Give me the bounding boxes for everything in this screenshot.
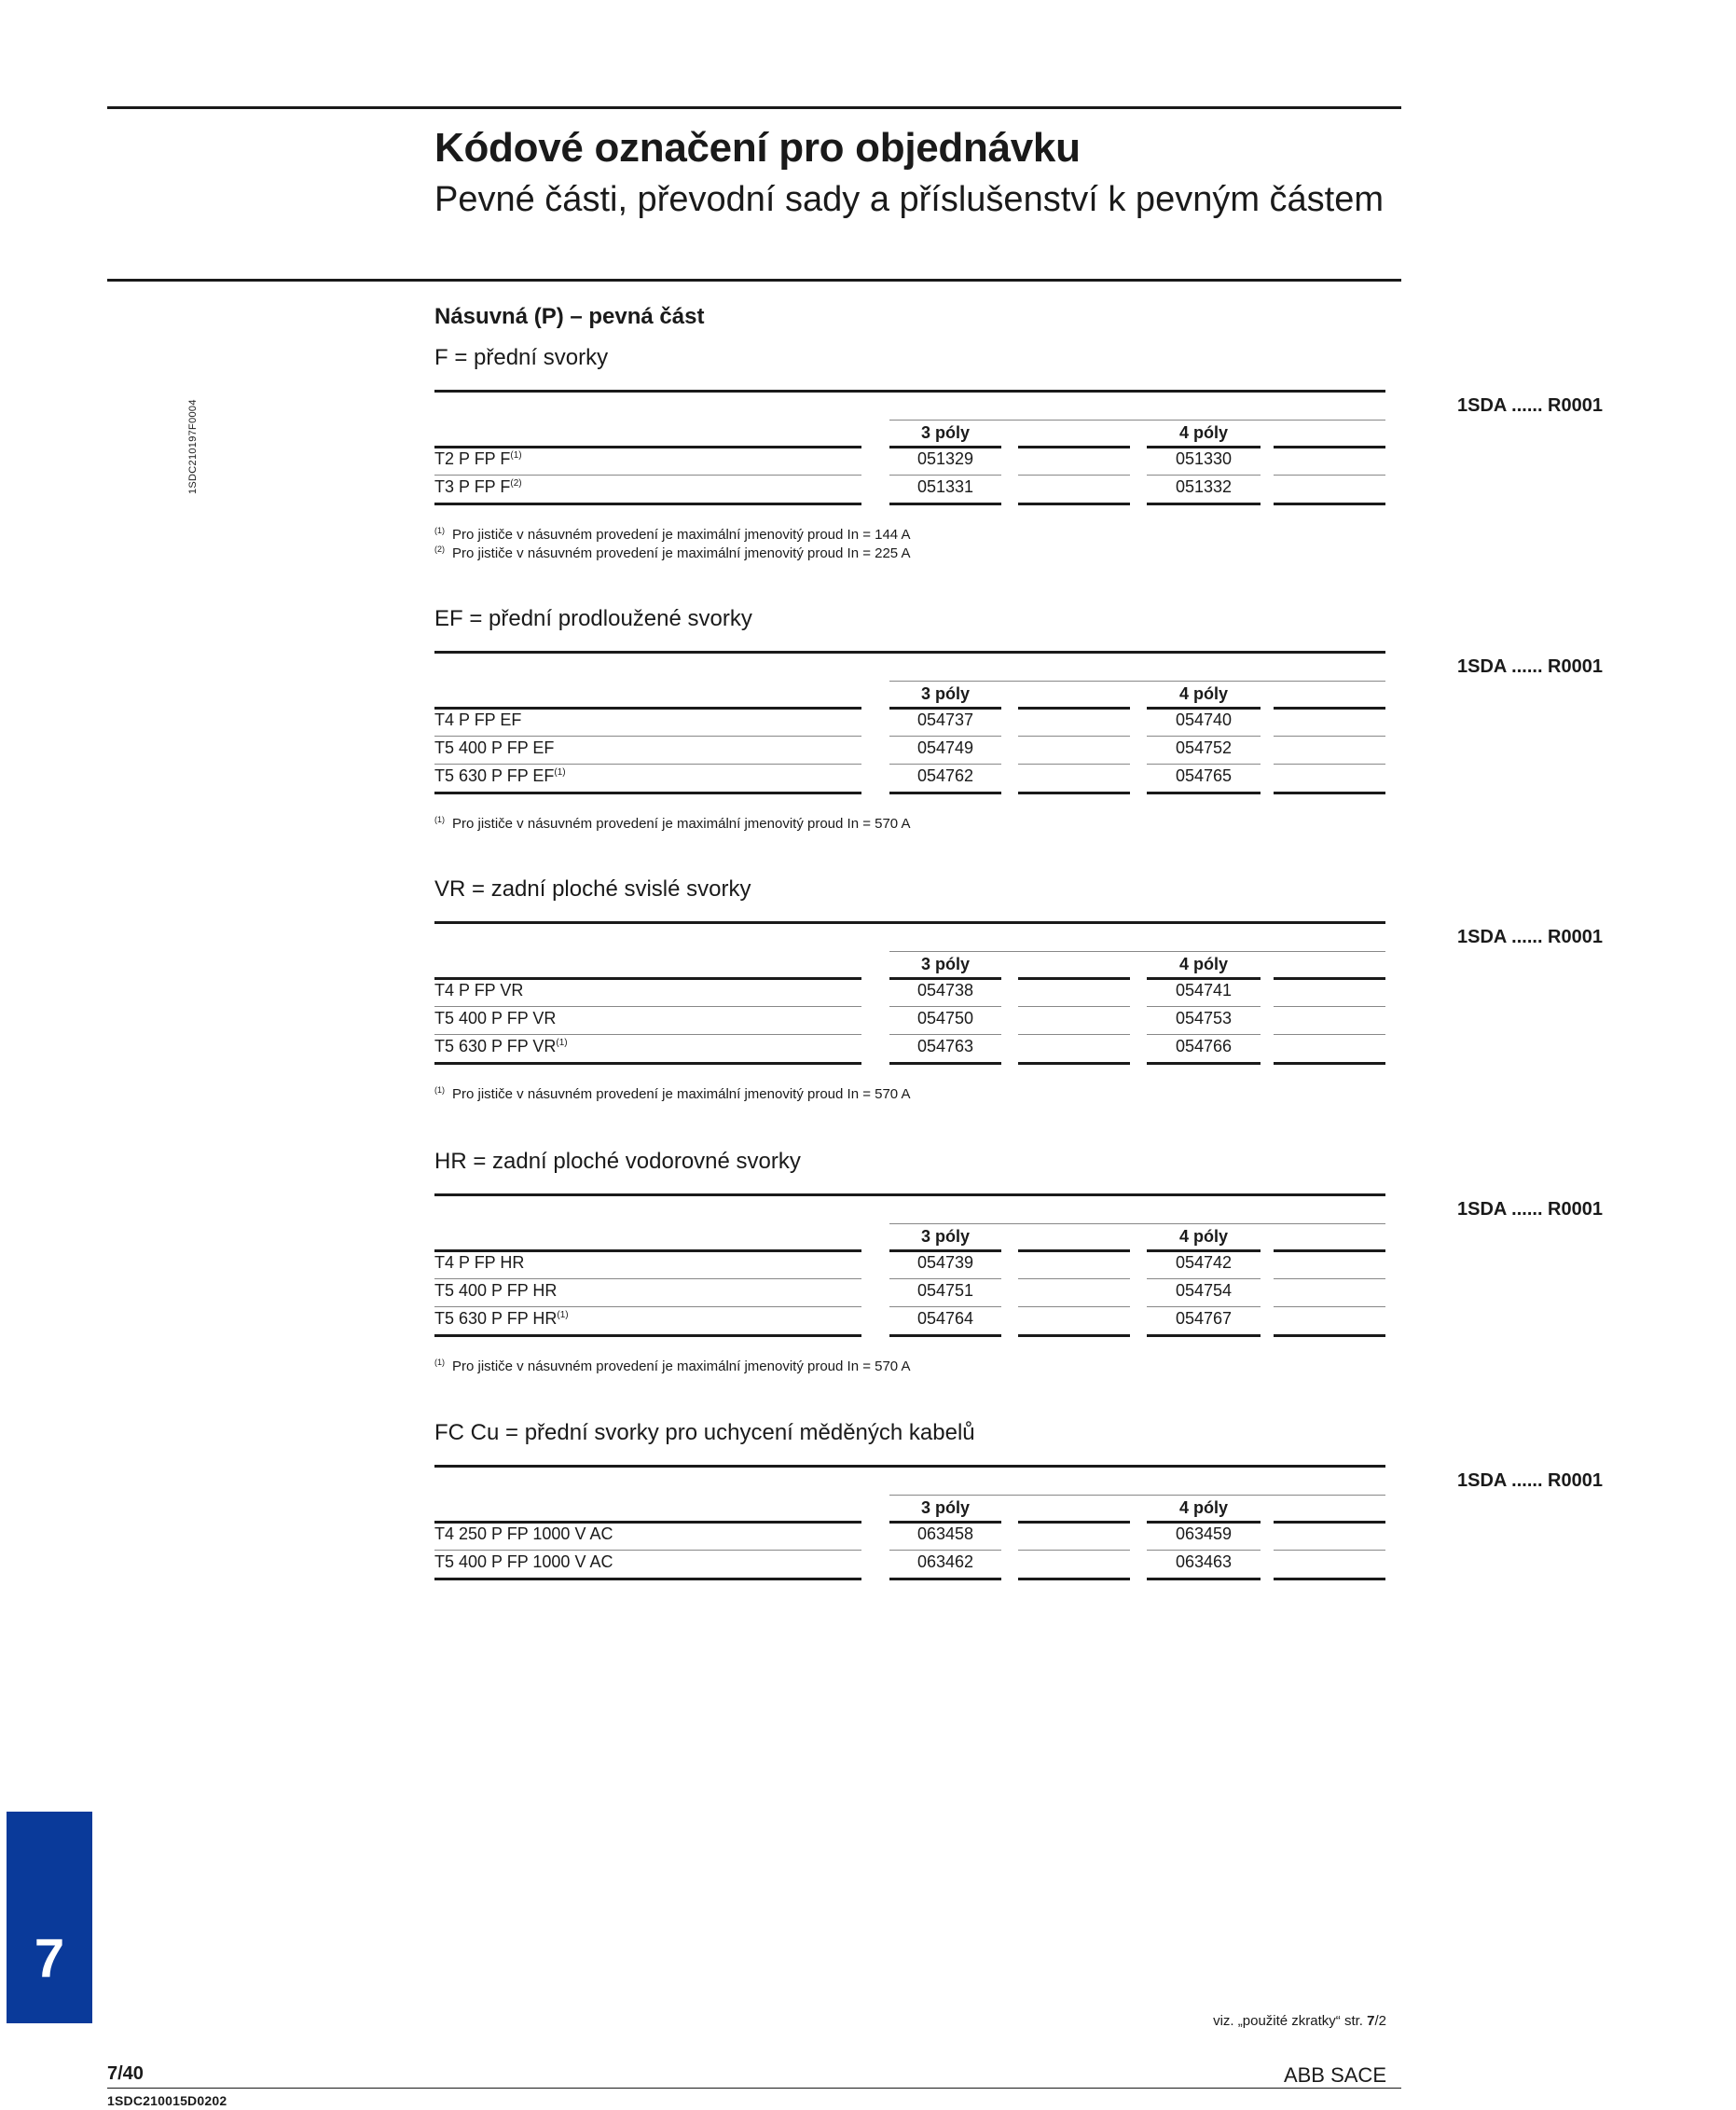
row-rule (1274, 475, 1385, 476)
code-header-rule (889, 1495, 1385, 1496)
row-rule (434, 1034, 861, 1035)
row-rule (434, 1006, 861, 1007)
footnote-marker: (1) (557, 1310, 569, 1320)
row-rule (1274, 1034, 1385, 1035)
header-rule-col (1274, 446, 1385, 448)
header-rule-col (1274, 1521, 1385, 1524)
side-figure-code: 1SDC210197F0004 (187, 399, 199, 494)
header-rule-col (1147, 707, 1261, 710)
code-header-rule (889, 1223, 1385, 1224)
row-label-text: T5 400 P FP HR (434, 1281, 558, 1300)
header-4-poles: 4 póly (1178, 1227, 1228, 1246)
code-3-poles: 063458 (916, 1524, 974, 1543)
code-3-poles: 051329 (916, 449, 974, 468)
row-rule (1274, 764, 1385, 765)
row-label (434, 1309, 569, 1329)
row-rule (1147, 1334, 1261, 1337)
header-3-poles: 3 póly (920, 423, 970, 442)
row-label (434, 1009, 556, 1028)
section-heading: Násuvná (P) – pevná část (434, 304, 705, 329)
code-4-poles: 054753 (1175, 1009, 1233, 1027)
abbreviations-reference-chapter: 7 (1367, 2013, 1375, 2029)
header-rule-col (1018, 1521, 1130, 1524)
row-label-text: T5 630 P FP HR (434, 1309, 558, 1328)
brand-name: ABB SACE (1283, 2063, 1386, 2087)
code-4-poles: 051330 (1175, 449, 1233, 468)
header-3-poles: 3 póly (920, 1498, 970, 1517)
header-rule-col (889, 977, 1001, 980)
row-label-text: T3 P FP F (434, 477, 511, 496)
row-label-text: T4 P FP VR (434, 981, 524, 1000)
row-rule (1147, 792, 1261, 794)
header-rule-col (1147, 1521, 1261, 1524)
row-rule (1018, 764, 1130, 765)
code-header-rule (889, 681, 1385, 682)
row-label-text: T5 400 P FP VR (434, 1009, 557, 1027)
row-rule (889, 1578, 1001, 1580)
footnote-marker: (1) (510, 450, 522, 461)
row-rule (1147, 1062, 1261, 1065)
code-4-poles: 054740 (1175, 710, 1233, 729)
table-top-rule (434, 921, 1385, 924)
code-4-poles: 063463 (1175, 1552, 1233, 1571)
block-title: EF = přední prodloužené svorky (434, 606, 752, 631)
row-rule (1018, 1034, 1130, 1035)
table-top-rule (434, 1465, 1385, 1468)
row-rule (1274, 1306, 1385, 1307)
header-bottom-rule (107, 279, 1401, 282)
row-rule (434, 1062, 861, 1065)
row-rule (1018, 1578, 1130, 1580)
table-top-rule (434, 651, 1385, 654)
header-4-poles: 4 póly (1178, 1498, 1228, 1517)
header-rule-label (434, 977, 861, 980)
row-rule (889, 1006, 1001, 1007)
footnote-mark: (1) (434, 815, 445, 824)
code-4-poles: 054742 (1175, 1253, 1233, 1272)
header-rule-label (434, 1249, 861, 1252)
table-top-rule (434, 390, 1385, 393)
row-rule (889, 764, 1001, 765)
row-rule (1018, 1334, 1130, 1337)
row-label-text: T5 630 P FP VR (434, 1037, 557, 1055)
header-rule-col (1147, 1249, 1261, 1252)
row-rule (434, 736, 861, 737)
footnote-mark: (2) (434, 545, 445, 554)
block-title: HR = zadní ploché vodorovné svorky (434, 1149, 801, 1174)
header-rule-col (1018, 1249, 1130, 1252)
row-rule (1147, 736, 1261, 737)
code-3-poles: 051331 (916, 477, 974, 496)
footnote (434, 526, 911, 543)
row-label (434, 981, 523, 1000)
footnote-text: Pro jističe v násuvném provedení je maximální jmenovitý proud In = 570 A (452, 816, 911, 832)
footer-rule (107, 2088, 1401, 2089)
row-label (434, 766, 566, 786)
row-label (434, 477, 522, 497)
row-rule (434, 792, 861, 794)
row-rule (1018, 1062, 1130, 1065)
row-rule (889, 1034, 1001, 1035)
header-rule-col (1147, 977, 1261, 980)
row-rule (1147, 1306, 1261, 1307)
row-rule (1274, 736, 1385, 737)
row-rule (434, 1550, 861, 1551)
code-3-poles: 054749 (916, 738, 974, 757)
row-rule (889, 1334, 1001, 1337)
footnote-text: Pro jističe v násuvném provedení je maximální jmenovitý proud In = 570 A (452, 1086, 911, 1102)
header-rule-col (1018, 707, 1130, 710)
row-rule (1018, 1006, 1130, 1007)
document-code: 1SDC210015D0202 (107, 2093, 227, 2108)
abbreviations-reference (1213, 2013, 1386, 2029)
header-rule-col (889, 1249, 1001, 1252)
code-header: 1SDA ...... R0001 (1457, 656, 1603, 677)
block-title: VR = zadní ploché svislé svorky (434, 876, 751, 902)
row-rule (889, 503, 1001, 505)
code-header-rule (889, 951, 1385, 952)
header-4-poles: 4 póly (1178, 684, 1228, 703)
row-rule (1274, 1006, 1385, 1007)
header-rule-col (1018, 446, 1130, 448)
row-rule (434, 475, 861, 476)
header-4-poles: 4 póly (1178, 955, 1228, 973)
row-label-text: T5 400 P FP EF (434, 738, 555, 757)
row-rule (889, 1306, 1001, 1307)
page-number: 7/40 (107, 2063, 144, 2084)
code-3-poles: 054737 (916, 710, 974, 729)
row-label (434, 710, 521, 730)
code-header: 1SDA ...... R0001 (1457, 395, 1603, 416)
code-4-poles: 051332 (1175, 477, 1233, 496)
block-title: FC Cu = přední svorky pro uchycení měděných kabelů (434, 1420, 975, 1445)
abbreviations-reference-prefix: viz. „použité zkratky“ str. (1213, 2013, 1368, 2029)
row-rule (889, 1550, 1001, 1551)
header-rule-col (889, 1521, 1001, 1524)
row-rule (1274, 1334, 1385, 1337)
row-rule (889, 1062, 1001, 1065)
row-rule (434, 1306, 861, 1307)
footnote-marker: (1) (554, 767, 566, 778)
code-3-poles: 054738 (916, 981, 974, 1000)
row-label (434, 738, 554, 758)
header-rule-col (1274, 977, 1385, 980)
header-4-poles: 4 póly (1178, 423, 1228, 442)
row-rule (1018, 475, 1130, 476)
code-3-poles: 054751 (916, 1281, 974, 1300)
code-4-poles: 054752 (1175, 738, 1233, 757)
abbreviations-reference-suffix: /2 (1374, 2013, 1386, 2029)
footnote-text: Pro jističe v násuvném provedení je maximální jmenovitý proud In = 144 A (452, 527, 911, 543)
row-label-text: T2 P FP F (434, 449, 511, 468)
row-rule (1147, 1578, 1261, 1580)
chapter-tab-number: 7 (34, 1928, 65, 1989)
footnote-text: Pro jističe v násuvném provedení je maximální jmenovitý proud In = 225 A (452, 545, 911, 561)
header-rule-col (889, 446, 1001, 448)
header-rule-col (1018, 977, 1130, 980)
code-4-poles: 054766 (1175, 1037, 1233, 1055)
row-rule (1018, 1306, 1130, 1307)
code-3-poles: 054762 (916, 766, 974, 785)
row-rule (434, 1278, 861, 1279)
row-rule (1147, 475, 1261, 476)
row-rule (1018, 736, 1130, 737)
footnote-text: Pro jističe v násuvném provedení je maximální jmenovitý proud In = 570 A (452, 1358, 911, 1374)
row-rule (1274, 1550, 1385, 1551)
row-label-text: T5 400 P FP 1000 V AC (434, 1552, 613, 1571)
code-4-poles: 063459 (1175, 1524, 1233, 1543)
row-rule (889, 792, 1001, 794)
code-3-poles: 054764 (916, 1309, 974, 1328)
footnote (434, 545, 911, 561)
row-rule (434, 1578, 861, 1580)
header-rule-label (434, 1521, 861, 1524)
code-4-poles: 054765 (1175, 766, 1233, 785)
row-rule (889, 736, 1001, 737)
code-header: 1SDA ...... R0001 (1457, 1470, 1603, 1491)
row-rule (1274, 1278, 1385, 1279)
code-3-poles: 054750 (916, 1009, 974, 1027)
row-rule (1147, 1006, 1261, 1007)
block-title: F = přední svorky (434, 345, 609, 370)
row-rule (1018, 1278, 1130, 1279)
row-label (434, 1037, 568, 1056)
row-rule (1147, 764, 1261, 765)
row-rule (1147, 1550, 1261, 1551)
code-header-rule (889, 420, 1385, 421)
row-rule (1274, 503, 1385, 505)
header-rule-label (434, 446, 861, 448)
page-title: Kódové označení pro objednávku (434, 125, 1081, 171)
footnote-mark: (1) (434, 526, 445, 535)
row-rule (1147, 1278, 1261, 1279)
code-4-poles: 054767 (1175, 1309, 1233, 1328)
header-rule-label (434, 707, 861, 710)
code-3-poles: 054763 (916, 1037, 974, 1055)
code-4-poles: 054741 (1175, 981, 1233, 1000)
row-label (434, 1552, 613, 1572)
header-rule-col (1274, 1249, 1385, 1252)
row-rule (434, 1334, 861, 1337)
header-rule-col (1147, 446, 1261, 448)
row-label (434, 1281, 557, 1301)
row-label (434, 1253, 524, 1273)
footnote (434, 1358, 911, 1374)
row-rule (1274, 1062, 1385, 1065)
row-rule (1018, 792, 1130, 794)
code-4-poles: 054754 (1175, 1281, 1233, 1300)
row-rule (889, 1278, 1001, 1279)
row-label-text: T4 P FP HR (434, 1253, 525, 1272)
code-3-poles: 063462 (916, 1552, 974, 1571)
row-rule (1147, 1034, 1261, 1035)
header-3-poles: 3 póly (920, 1227, 970, 1246)
header-3-poles: 3 póly (920, 955, 970, 973)
header-rule-col (889, 707, 1001, 710)
footnote-marker: (2) (510, 478, 522, 489)
row-rule (1274, 792, 1385, 794)
footnote-mark: (1) (434, 1085, 445, 1095)
table-top-rule (434, 1193, 1385, 1196)
row-label (434, 1524, 613, 1544)
row-rule (889, 475, 1001, 476)
row-rule (1018, 503, 1130, 505)
row-rule (1018, 1550, 1130, 1551)
row-rule (1147, 503, 1261, 505)
top-rule (107, 106, 1401, 109)
row-rule (434, 764, 861, 765)
page-subtitle: Pevné části, převodní sady a příslušenství k pevným částem (434, 180, 1385, 219)
row-rule (1274, 1578, 1385, 1580)
header-3-poles: 3 póly (920, 684, 970, 703)
footnote (434, 815, 911, 832)
row-rule (434, 503, 861, 505)
row-label-text: T5 630 P FP EF (434, 766, 555, 785)
code-header: 1SDA ...... R0001 (1457, 927, 1603, 947)
footnote (434, 1085, 911, 1102)
footnote-marker: (1) (556, 1038, 568, 1048)
code-header: 1SDA ...... R0001 (1457, 1199, 1603, 1220)
code-3-poles: 054739 (916, 1253, 974, 1272)
footnote-mark: (1) (434, 1358, 445, 1367)
row-label-text: T4 P FP EF (434, 710, 522, 729)
row-label (434, 449, 522, 469)
chapter-tab (7, 1812, 92, 2023)
row-label-text: T4 250 P FP 1000 V AC (434, 1524, 613, 1543)
header-rule-col (1274, 707, 1385, 710)
